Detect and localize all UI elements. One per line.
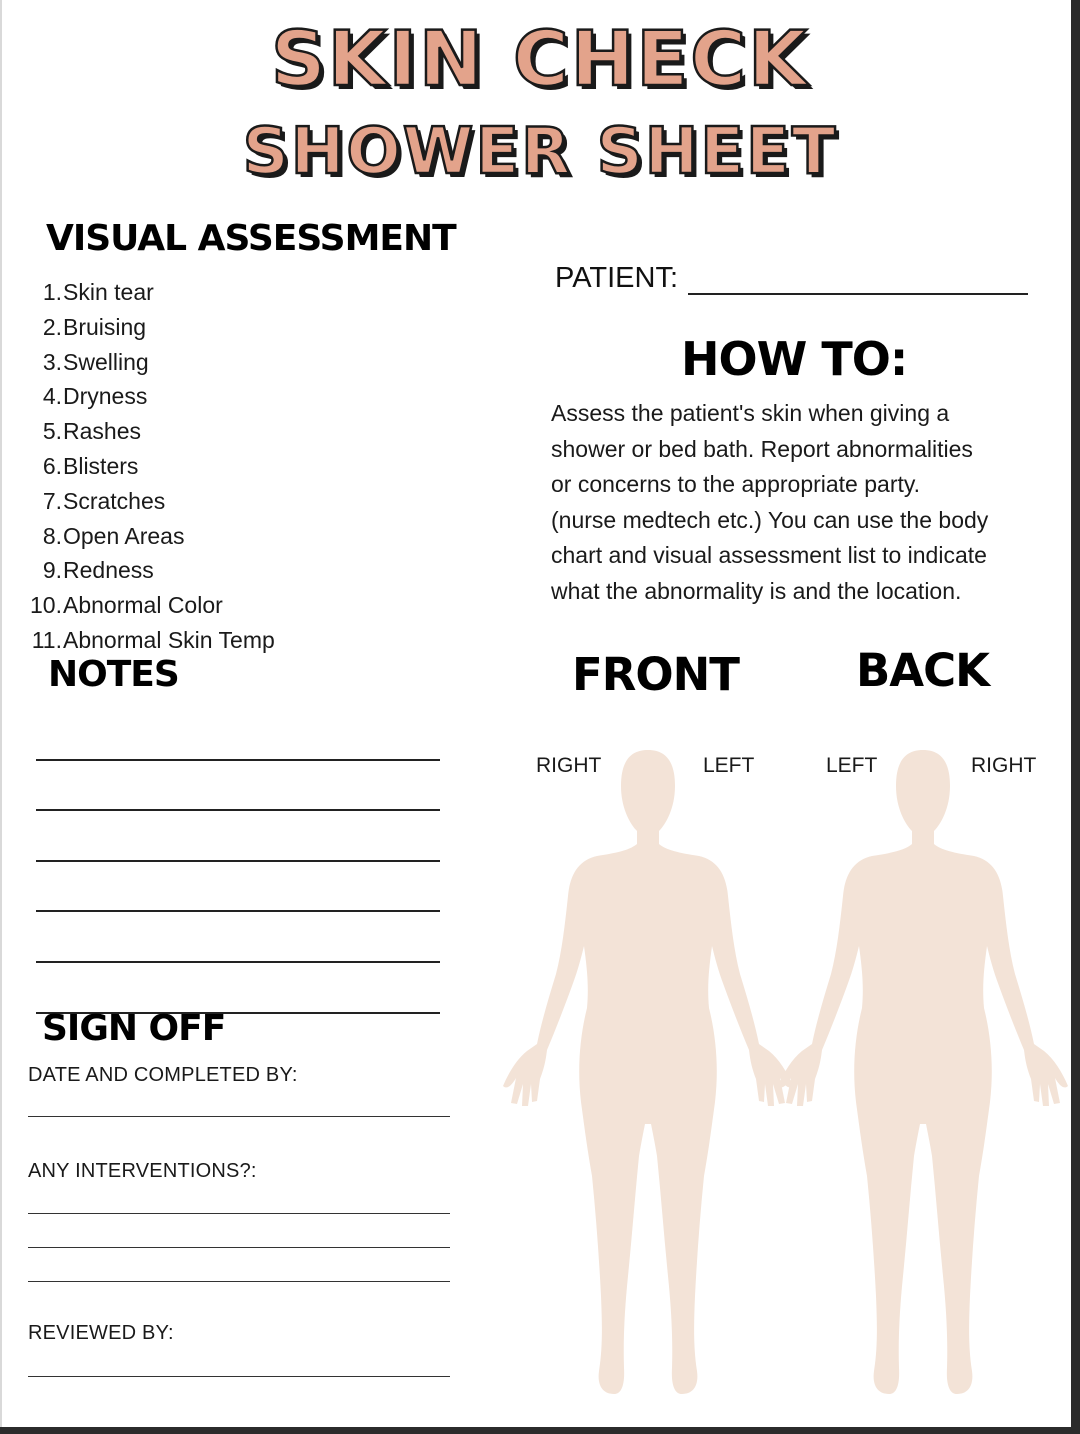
back-right-label: RIGHT <box>971 754 1037 777</box>
patient-field <box>555 262 1028 295</box>
how-to-line: or concerns to the appropriate party. <box>551 471 921 498</box>
back-body-figure[interactable] <box>778 746 1068 1414</box>
date-completed-label: DATE AND COMPLETED BY: <box>28 1064 298 1086</box>
how-to-line: what the abnormality is and the location. <box>551 577 962 604</box>
visual-assessment-list <box>24 275 275 658</box>
how-to-line: (nurse medtech etc.) You can use the body <box>551 506 989 533</box>
front-body-silhouette <box>503 750 793 1394</box>
front-heading: FRONT <box>572 648 740 701</box>
list-item: 11. Abnormal Skin Temp <box>31 626 275 653</box>
back-heading: BACK <box>856 644 990 697</box>
front-body-figure[interactable] <box>503 746 793 1414</box>
interventions-line[interactable] <box>28 1281 450 1282</box>
list-item: 9. Redness <box>42 557 154 584</box>
how-to-line: shower or bed bath. Report abnormalities <box>551 435 973 462</box>
list-item: 10. Abnormal Color <box>30 592 223 619</box>
date-completed-line[interactable] <box>28 1116 450 1117</box>
front-left-label: LEFT <box>703 754 755 777</box>
patient-input-line[interactable] <box>688 267 1028 295</box>
list-item: 3. Swelling <box>42 348 149 375</box>
notes-lines <box>36 710 440 1014</box>
how-to-heading: HOW TO: <box>681 332 908 386</box>
note-line[interactable] <box>36 710 440 761</box>
how-to-line: Assess the patient's skin when giving a <box>551 400 950 426</box>
list-item: 5. Rashes <box>42 418 141 445</box>
note-line[interactable] <box>36 811 440 862</box>
note-line[interactable] <box>36 862 440 913</box>
notes-heading: NOTES <box>48 654 179 695</box>
list-item: 8. Open Areas <box>42 522 185 549</box>
title-line-1: SKIN CHECK <box>271 14 809 103</box>
reviewed-by-label: REVIEWED BY: <box>28 1322 174 1344</box>
page-edge-left <box>0 0 2 1434</box>
how-to-instructions <box>551 396 1041 610</box>
list-item: 1. Skin tear <box>42 279 154 305</box>
note-line[interactable] <box>36 963 440 1014</box>
front-right-label: RIGHT <box>536 754 602 777</box>
back-body-silhouette <box>778 750 1068 1394</box>
note-line[interactable] <box>36 761 440 812</box>
page-edge-right <box>1071 0 1080 1434</box>
list-item: 6. Blisters <box>42 452 139 479</box>
interventions-label: ANY INTERVENTIONS?: <box>28 1160 257 1182</box>
list-item: 7. Scratches <box>42 487 166 514</box>
patient-label: PATIENT: <box>555 262 678 294</box>
visual-assessment-heading: VISUAL ASSESSMENT <box>46 218 456 259</box>
note-line[interactable] <box>36 912 440 963</box>
list-item: 4. Dryness <box>42 383 148 410</box>
how-to-line: chart and visual assessment list to indicate <box>551 542 987 569</box>
back-left-label: LEFT <box>826 754 878 777</box>
page-edge-bottom <box>0 1427 1080 1434</box>
interventions-line[interactable] <box>28 1247 450 1248</box>
list-item: 2. Bruising <box>42 313 147 340</box>
sign-off-heading: SIGN OFF <box>42 1008 226 1049</box>
interventions-line[interactable] <box>28 1213 450 1214</box>
reviewed-by-line[interactable] <box>28 1376 450 1377</box>
title-line-2: SHOWER SHEET <box>242 115 838 189</box>
